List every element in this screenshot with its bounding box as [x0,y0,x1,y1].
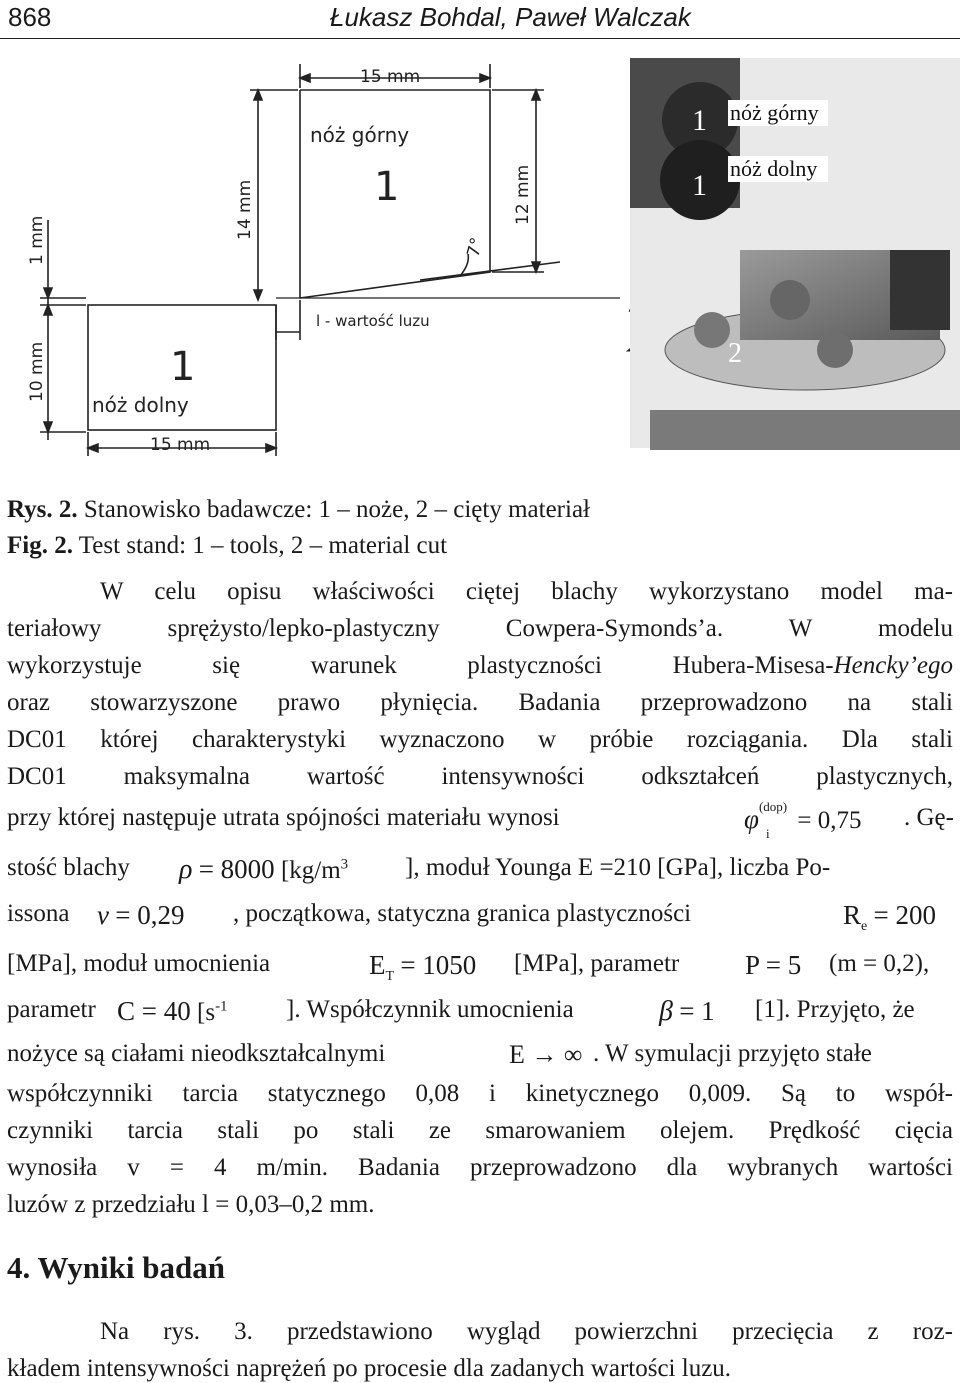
formula-c [117,996,228,1027]
re-subscript: e [861,919,868,934]
re-symbol: R [843,900,862,930]
beta-symbol: β [659,996,673,1027]
para1-line-9a: issona [7,900,70,927]
et-value: = 1050 [400,950,477,980]
para1-line-7b: . Gę- [904,804,954,831]
formula-re [843,900,936,935]
phi-subscript: i [766,826,770,841]
para2-line-1: Na rys. 3. przedstawiono wygląd powierzchni przecięcia z roz- [100,1318,953,1345]
para1-line-10b: [MPa], parametr [514,950,680,977]
beta-value: = 1 [679,996,715,1026]
rho-unit-exponent: 3 [340,856,349,873]
formula-nu [97,900,184,931]
schematic-labels [27,67,533,455]
rho-unit: [kg/m [280,857,341,884]
page-number: 868 [8,2,52,32]
lower-knife-label: nóż dolny [92,393,189,417]
para1-line-14: czynniki tarcia stali po stali ze smarowaniem olejem. Prędkość cięcia [7,1117,953,1144]
formula-p: P = 5 [745,950,802,980]
para2-line-2: kładem intensywności naprężeń po procesie dla zadanych wartości luzu. [7,1355,732,1382]
dim-height-right-label: 12 mm [513,164,533,225]
para1-line-8 [7,854,953,885]
photo-upper-label: nóż górny [730,100,819,125]
para1-line-11b: ]. Współczynnik umocnienia [286,996,574,1023]
formula-e-infinity: E → ∞ [509,1040,583,1069]
para1-line-7a: przy której następuje utrata spójności materiału wynosi [7,804,560,831]
para1-line-5: DC01 której charakterystyki wyznaczono w próbie rozciągania. Dla stali [7,726,953,753]
formula-rho [179,854,348,886]
para1-line-11 [7,996,953,1027]
photo-lower-number: 1 [692,169,707,202]
clearance-label: l - wartość luzu [316,312,430,330]
lower-knife-number: 1 [170,344,196,390]
et-symbol: E [369,950,386,980]
caption-pl-prefix: Rys. 2. [7,496,78,523]
para1-line-12b: . W symulacji przyjęto stałe [593,1040,872,1067]
rho-value: = 8000 [198,854,275,884]
caption-pl-text: Stanowisko badawcze: 1 – noże, 2 – cięty materiał [77,496,590,523]
caption-en-text: Test stand: 1 – tools, 2 – material cut [72,532,448,559]
dim-height-upper-label: 14 mm [235,179,255,240]
para1-line-13: współczynniki tarcia statycznego 0,08 i kinetycznego 0,009. Są to współ- [7,1080,953,1107]
nu-value: = 0,29 [115,900,185,930]
dim-lower-height-label: 10 mm [27,341,47,402]
re-value: = 200 [873,900,936,930]
running-head-authors: Łukasz Bohdal, Paweł Walczak [330,2,691,32]
para1-line-15: wynosiła v = 4 m/min. Badania przeprowadzono dla wybranych wartości [7,1154,953,1181]
para1-line-11c: [1]. Przyjęto, że [755,996,915,1023]
caption-pl [7,496,590,524]
para1-line-11a: parametr [7,996,96,1023]
c-unit: [s [197,999,216,1026]
page-header [0,0,960,39]
et-subscript: T [385,969,395,984]
para1-line-3 [7,652,953,680]
para1-line-2: teriałowy sprężysto/lepko-plastyczny Cowpera-Symonds’a. W modelu [7,615,953,642]
formula-phi [744,798,862,841]
para1-line-3b: Hencky’ego [833,652,953,679]
caption-en-prefix: Fig. 2. [7,532,73,559]
photo-lower-label: nóż dolny [730,156,818,181]
figure-svg [0,50,960,480]
para1-line-8a: stość blachy [7,854,130,881]
formula-beta [659,996,715,1028]
photo-material-number: 2 [728,338,742,369]
photo-upper-number: 1 [692,104,707,137]
angle-label: 7° [463,235,488,260]
upper-knife-label: nóż górny [310,123,410,147]
figure-2 [0,50,960,480]
c-value: C = 40 [117,996,191,1026]
caption-en [7,532,447,560]
phi-symbol: φ [744,804,759,834]
para1-line-1: W celu opisu właściwości ciętej blachy wykorzystano model ma- [100,578,953,605]
phi-value: = 0,75 [797,807,862,834]
para1-line-10 [7,950,953,984]
formula-et [369,950,476,985]
para1-line-12 [7,1040,953,1068]
phi-superscript: (dop) [758,798,788,814]
dim-top-label: 15 mm [360,67,421,87]
section-heading: 4. Wyniki badań [7,1250,225,1285]
para1-line-7 [7,798,954,841]
para1-line-16: luzów z przedziału l = 0,03–0,2 mm. [7,1191,375,1218]
rho-symbol: ρ [179,854,193,885]
para1-line-8b: ], moduł Younga E =210 [GPa], liczba Po- [405,854,831,881]
para1-line-9b: , początkowa, statyczna granica plastyczności [233,900,692,927]
dim-gap-label: 1 mm [27,215,47,265]
dim-bottom-label: 15 mm [150,435,211,455]
para1-line-10a: [MPa], moduł umocnienia [7,950,271,977]
upper-knife-number: 1 [374,164,400,210]
para1-line-12a: nożyce są ciałami nieodkształcalnymi [7,1040,386,1067]
para1-line-6: DC01 maksymalna wartość intensywności odkształceń plastycznych, [7,763,953,790]
para1-line-3a: wykorzystuje się warunek plastyczności Hubera-Misesa- [7,652,834,679]
nu-symbol: ν [97,900,109,930]
para1-line-9 [7,900,953,934]
para1-line-10c: (m = 0,2), [829,950,930,977]
c-unit-exponent: -1 [215,998,228,1015]
para1-line-4: oraz stowarzyszone prawo płynięcia. Badania przeprowadzono na stali [7,689,953,716]
